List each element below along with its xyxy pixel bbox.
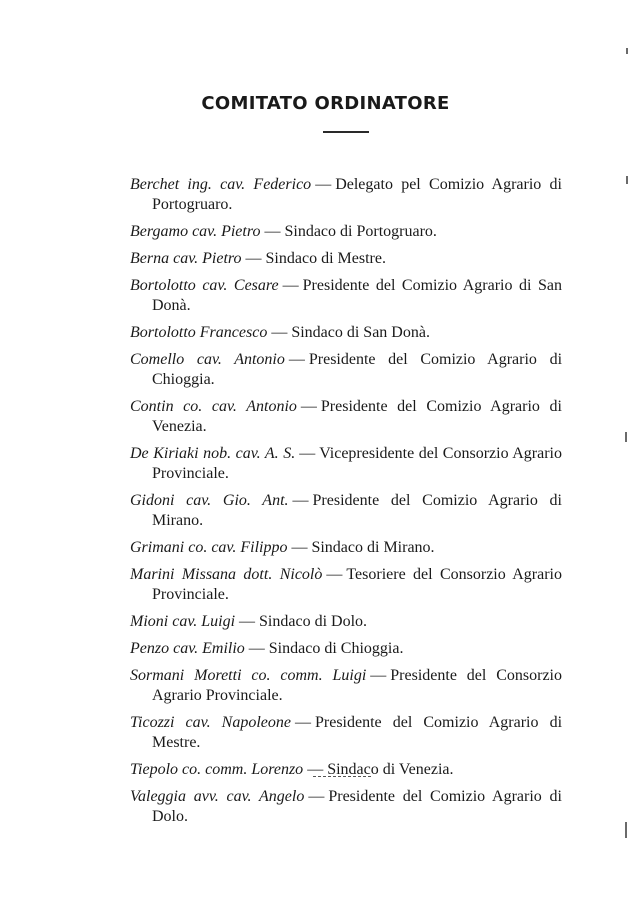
member-role: Presidente del Comizio Agrario di Mirano. <box>152 492 563 529</box>
member-role: Presidente del Comizio Agrario di Chioggia. <box>152 351 563 388</box>
member-role: Presidente del Comizio Agrario di Dolo. <box>152 788 563 825</box>
list-item <box>130 350 562 390</box>
member-role: Vicepresidente del Consorzio Agrario Provinciale. <box>152 445 562 482</box>
separator-dash: — <box>295 714 311 731</box>
member-name: Comello cav. Antonio <box>130 351 285 368</box>
separator-dash: — <box>282 277 299 294</box>
member-role: Sindaco di San Donà. <box>291 324 430 341</box>
separator-dash: — <box>300 398 317 415</box>
member-name: Ticozzi cav. Napoleone <box>130 714 291 731</box>
committee-member-list <box>130 175 562 834</box>
list-item <box>130 444 562 484</box>
closing-rule <box>313 776 371 778</box>
title-underline <box>323 131 369 133</box>
list-item <box>130 323 562 343</box>
separator-dash: — <box>239 613 256 630</box>
member-role: Tesoriere del Consorzio Agrario Provinciale. <box>152 566 563 603</box>
member-name: Valeggia avv. cav. Angelo <box>130 788 305 805</box>
list-item <box>130 713 562 753</box>
member-role: Sindaco di Portogruaro. <box>284 223 437 240</box>
separator-dash: — <box>264 223 281 240</box>
list-item <box>130 639 562 659</box>
list-item <box>130 249 562 269</box>
member-name: Tiepolo co. comm. Lorenzo <box>130 761 304 778</box>
member-role: Sindaco di Venezia. <box>327 761 454 778</box>
separator-dash: — <box>308 788 325 805</box>
separator-dash: — <box>292 492 309 509</box>
member-name: Penzo cav. Emilio <box>130 640 245 657</box>
separator-dash: — <box>370 667 387 684</box>
scan-margin-mark <box>625 432 627 442</box>
separator-dash: — <box>245 250 262 267</box>
scan-margin-mark <box>626 176 628 184</box>
member-name: Grimani co. cav. Filippo <box>130 539 288 556</box>
member-name: Mioni cav. Luigi <box>130 613 236 630</box>
list-item <box>130 538 562 558</box>
list-item <box>130 276 562 316</box>
member-role: Sindaco di Mirano. <box>311 539 435 556</box>
list-item <box>130 397 562 437</box>
member-role: Delegato pel Comizio Agrario di Portogruaro. <box>152 176 562 213</box>
separator-dash: — <box>271 324 288 341</box>
member-role: Sindaco di Chioggia. <box>268 640 404 657</box>
member-role: Presidente del Comizio Agrario di San Donà. <box>152 277 563 314</box>
separator-dash: — <box>326 566 343 583</box>
member-name: Bortolotto cav. Cesare <box>130 277 279 294</box>
list-item <box>130 666 562 706</box>
separator-dash: — <box>288 351 305 368</box>
member-name: Bergamo cav. Pietro <box>130 223 261 240</box>
scan-margin-mark <box>626 48 628 54</box>
separator-dash: — <box>315 176 332 193</box>
member-name: Berchet ing. cav. Federico <box>130 176 312 193</box>
member-role: Presidente del Comizio Agrario di Venezia. <box>152 398 562 435</box>
list-item <box>130 222 562 242</box>
list-item <box>130 491 562 531</box>
member-role: Sindaco di Mestre. <box>265 250 386 267</box>
member-role: Presidente del Comizio Agrario di Mestre. <box>152 714 563 751</box>
separator-dash: — <box>299 445 316 462</box>
member-name: Contin co. cav. Antonio <box>130 398 297 415</box>
list-item <box>130 787 562 827</box>
member-name: Berna cav. Pietro <box>130 250 242 267</box>
member-name: De Kiriaki nob. cav. A. S. <box>130 445 296 462</box>
member-name: Gidoni cav. Gio. Ant. <box>130 492 289 509</box>
list-item <box>130 565 562 605</box>
page-title: COMITATO ORDINATORE <box>201 93 450 114</box>
member-name: Sormani Moretti co. comm. Luigi <box>130 667 367 684</box>
member-name: Bortolotto Francesco <box>130 324 268 341</box>
separator-dash: — <box>291 539 308 556</box>
separator-dash: — <box>307 761 324 778</box>
member-role: Presidente del Consorzio Agrario Provinciale. <box>152 667 562 704</box>
member-role: Sindaco di Dolo. <box>259 613 368 630</box>
member-name: Marini Missana dott. Nicolò <box>130 566 323 583</box>
list-item <box>130 612 562 632</box>
separator-dash: — <box>248 640 265 657</box>
list-item <box>130 175 562 215</box>
scan-margin-mark <box>625 822 627 838</box>
